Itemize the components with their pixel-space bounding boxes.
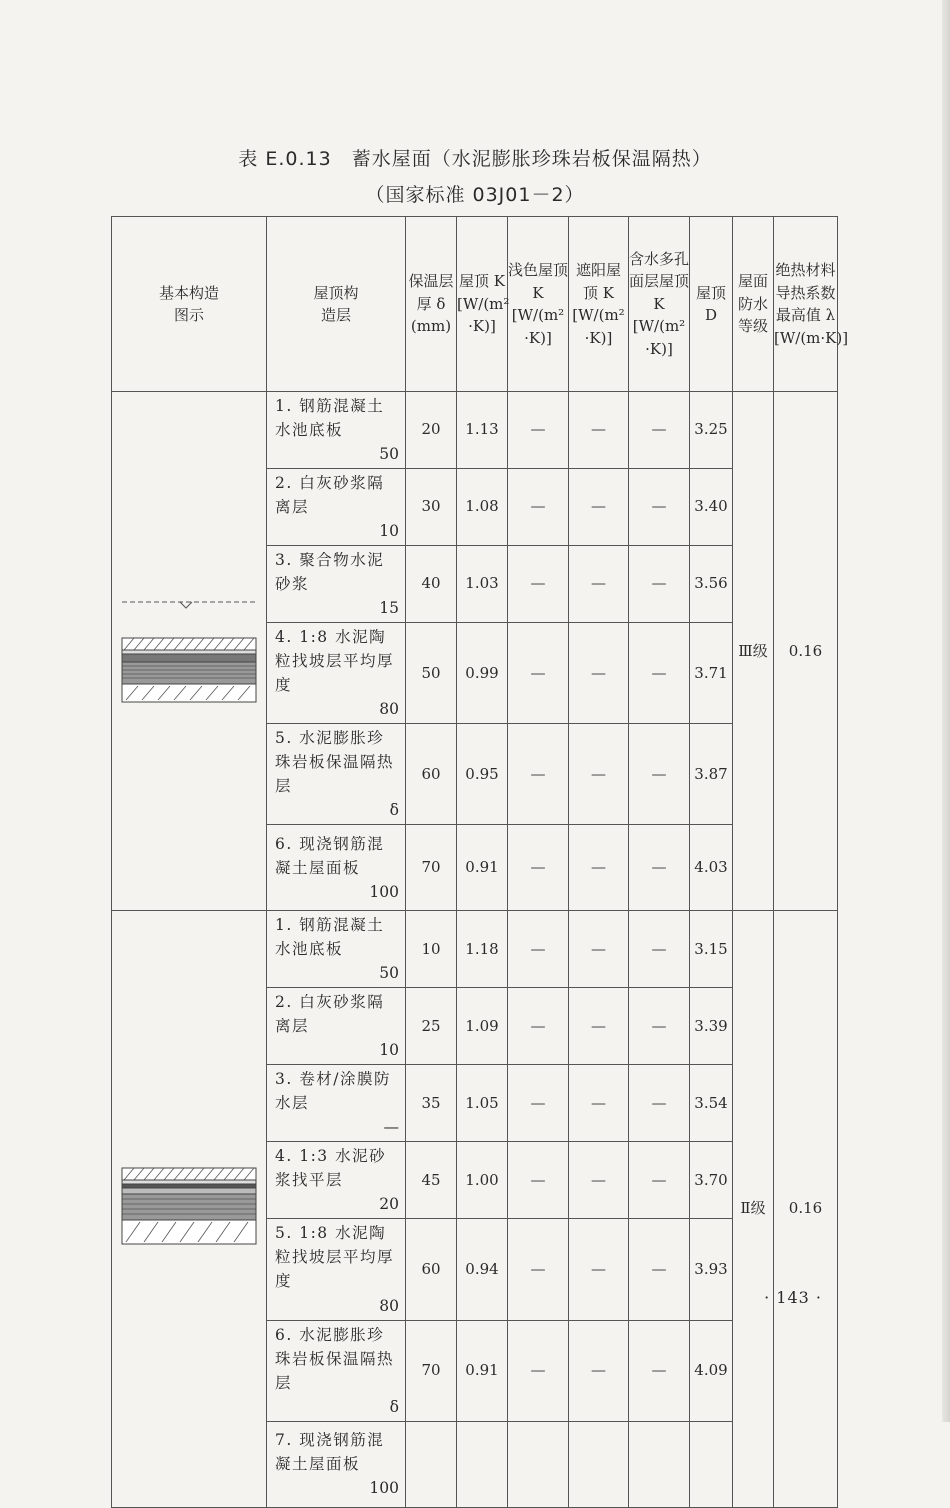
cell-k-porous: — bbox=[629, 724, 690, 825]
cell-k-shade: — bbox=[569, 546, 629, 623]
cell-k-porous: — bbox=[629, 1142, 690, 1219]
cell-k-porous: — bbox=[629, 1320, 690, 1421]
table-name: 蓄水屋面（水泥膨胀珍珠岩板保温隔热） bbox=[351, 148, 712, 170]
cell-k-shade: — bbox=[569, 623, 629, 724]
cell-k-light: — bbox=[508, 1320, 569, 1421]
header-grade: 屋面防水等级 bbox=[733, 217, 774, 392]
cell-k-light: — bbox=[508, 825, 569, 911]
header-row bbox=[112, 217, 838, 392]
layer-thickness: 100 bbox=[369, 882, 399, 901]
layer-cell bbox=[267, 911, 406, 988]
layer-cell bbox=[267, 1065, 406, 1142]
cell-d: 3.15 bbox=[690, 911, 733, 988]
layer-cell bbox=[267, 469, 406, 546]
empty-cell bbox=[690, 1421, 733, 1507]
table-row bbox=[112, 392, 838, 469]
empty-cell bbox=[406, 1421, 457, 1507]
header-k: 屋顶 K [W/(m² ·K)] bbox=[457, 217, 508, 392]
section2-diagram-cell bbox=[112, 911, 267, 1507]
cell-k-shade: — bbox=[569, 1065, 629, 1142]
header-k-porous: 含水多孔面层屋顶 K [W/(m² ·K)] bbox=[629, 217, 690, 392]
layer-text: 1. 钢筋混凝土水池底板 bbox=[275, 397, 385, 440]
cell-k-shade: — bbox=[569, 724, 629, 825]
table-title bbox=[0, 144, 950, 171]
layer-text: 4. 1:8 水泥陶粒找坡层平均厚度 bbox=[275, 628, 395, 695]
cell-d: 4.03 bbox=[690, 825, 733, 911]
cell-lambda: 0.16 bbox=[774, 911, 838, 1507]
cell-thickness: 20 bbox=[406, 392, 457, 469]
layer-text: 5. 水泥膨胀珍珠岩板保温隔热层 bbox=[275, 729, 395, 796]
layer-cell bbox=[267, 724, 406, 825]
cell-d: 3.93 bbox=[690, 1219, 733, 1320]
cell-k-porous: — bbox=[629, 988, 690, 1065]
table-subtitle: （国家标准 03J01－2） bbox=[365, 184, 585, 206]
layer-cell bbox=[267, 546, 406, 623]
cell-k: 1.08 bbox=[457, 469, 508, 546]
cell-k: 0.94 bbox=[457, 1219, 508, 1320]
layer-cell bbox=[267, 1142, 406, 1219]
cell-k: 1.13 bbox=[457, 392, 508, 469]
cell-k: 0.95 bbox=[457, 724, 508, 825]
cell-k-shade: — bbox=[569, 469, 629, 546]
cell-k-shade: — bbox=[569, 392, 629, 469]
layer-cell bbox=[267, 1421, 406, 1507]
empty-cell bbox=[508, 1421, 569, 1507]
cell-d: 3.71 bbox=[690, 623, 733, 724]
layer-thickness: 10 bbox=[379, 522, 399, 541]
cell-k-light: — bbox=[508, 724, 569, 825]
layer-text: 5. 1:8 水泥陶粒找坡层平均厚度 bbox=[275, 1224, 395, 1291]
cell-thickness: 25 bbox=[406, 988, 457, 1065]
cell-d: 3.54 bbox=[690, 1065, 733, 1142]
page-edge-shadow bbox=[942, 0, 950, 1422]
cell-d: 3.56 bbox=[690, 546, 733, 623]
cell-thickness: 60 bbox=[406, 1219, 457, 1320]
page-number: · 143 · bbox=[764, 1288, 822, 1307]
cell-thickness: 10 bbox=[406, 911, 457, 988]
layer-text: 1. 钢筋混凝土水池底板 bbox=[275, 916, 385, 959]
empty-cell bbox=[629, 1421, 690, 1507]
cell-k-shade: — bbox=[569, 911, 629, 988]
cell-k: 1.05 bbox=[457, 1065, 508, 1142]
cell-k-light: — bbox=[508, 1142, 569, 1219]
header-k-shade: 遮阳屋顶 K [W/(m² ·K)] bbox=[569, 217, 629, 392]
layer-cell bbox=[267, 1320, 406, 1421]
layer-text: 6. 水泥膨胀珍珠岩板保温隔热层 bbox=[275, 1325, 395, 1392]
cell-k-light: — bbox=[508, 1065, 569, 1142]
header-diagram: 基本构造图示 bbox=[112, 217, 267, 392]
cell-d: 3.25 bbox=[690, 392, 733, 469]
section1-diagram-cell bbox=[112, 392, 267, 911]
cell-k-porous: — bbox=[629, 1065, 690, 1142]
cell-k: 1.18 bbox=[457, 911, 508, 988]
cell-k-porous: — bbox=[629, 825, 690, 911]
cell-thickness: 30 bbox=[406, 469, 457, 546]
roof-performance-table bbox=[111, 216, 849, 1508]
header-d: 屋顶 D bbox=[690, 217, 733, 392]
layer-cell bbox=[267, 988, 406, 1065]
cell-k: 0.99 bbox=[457, 623, 508, 724]
cell-thickness: 40 bbox=[406, 546, 457, 623]
header-thickness: 保温层厚 δ (mm) bbox=[406, 217, 457, 392]
layer-text: 3. 聚合物水泥砂浆 bbox=[275, 551, 385, 594]
cell-d: 4.09 bbox=[690, 1320, 733, 1421]
cell-k-shade: — bbox=[569, 825, 629, 911]
empty-cell bbox=[457, 1421, 508, 1507]
roof-section-diagram-icon bbox=[118, 596, 260, 706]
layer-thickness: 100 bbox=[369, 1479, 399, 1498]
roof-section-diagram-icon bbox=[118, 1164, 260, 1254]
cell-k-shade: — bbox=[569, 988, 629, 1065]
cell-k: 0.91 bbox=[457, 1320, 508, 1421]
cell-k: 1.09 bbox=[457, 988, 508, 1065]
empty-cell bbox=[569, 1421, 629, 1507]
cell-k-light: — bbox=[508, 392, 569, 469]
header-lambda: 绝热材料导热系数最高值 λ [W/(m·K)] bbox=[774, 217, 838, 392]
cell-grade: Ⅱ级 bbox=[733, 911, 774, 1507]
cell-k-shade: — bbox=[569, 1219, 629, 1320]
layer-thickness: 50 bbox=[379, 964, 399, 983]
cell-lambda: 0.16 bbox=[774, 392, 838, 911]
layer-thickness: 50 bbox=[379, 445, 399, 464]
cell-k: 1.00 bbox=[457, 1142, 508, 1219]
layer-thickness: 80 bbox=[379, 700, 399, 719]
cell-thickness: 45 bbox=[406, 1142, 457, 1219]
cell-k-porous: — bbox=[629, 392, 690, 469]
cell-k-light: — bbox=[508, 1219, 569, 1320]
layer-cell bbox=[267, 623, 406, 724]
cell-k-light: — bbox=[508, 623, 569, 724]
layer-text: 2. 白灰砂浆隔离层 bbox=[275, 993, 385, 1036]
layer-text: 7. 现浇钢筋混凝土屋面板 bbox=[275, 1431, 385, 1474]
header-k-light: 浅色屋顶 K [W/(m² ·K)] bbox=[508, 217, 569, 392]
cell-k-porous: — bbox=[629, 1219, 690, 1320]
cell-thickness: 60 bbox=[406, 724, 457, 825]
cell-k-shade: — bbox=[569, 1320, 629, 1421]
layer-text: 2. 白灰砂浆隔离层 bbox=[275, 474, 385, 517]
cell-k: 1.03 bbox=[457, 546, 508, 623]
layer-thickness: — bbox=[383, 1118, 399, 1137]
layer-thickness: 20 bbox=[379, 1195, 399, 1214]
layer-thickness: 80 bbox=[379, 1296, 399, 1315]
cell-thickness: 70 bbox=[406, 1320, 457, 1421]
layer-text: 6. 现浇钢筋混凝土屋面板 bbox=[275, 834, 385, 877]
cell-thickness: 70 bbox=[406, 825, 457, 911]
cell-k-porous: — bbox=[629, 469, 690, 546]
layer-cell bbox=[267, 392, 406, 469]
layer-cell bbox=[267, 825, 406, 911]
cell-d: 3.70 bbox=[690, 1142, 733, 1219]
layer-thickness: 15 bbox=[379, 599, 399, 618]
cell-d: 3.39 bbox=[690, 988, 733, 1065]
header-layers: 屋顶构造层 bbox=[267, 217, 406, 392]
table-row bbox=[112, 911, 838, 988]
layer-thickness: δ bbox=[389, 1397, 399, 1416]
cell-k-light: — bbox=[508, 911, 569, 988]
layer-text: 3. 卷材/涂膜防水层 bbox=[275, 1070, 391, 1113]
cell-grade: Ⅲ级 bbox=[733, 392, 774, 911]
cell-d: 3.87 bbox=[690, 724, 733, 825]
cell-k: 0.91 bbox=[457, 825, 508, 911]
cell-k-shade: — bbox=[569, 1142, 629, 1219]
layer-thickness: δ bbox=[389, 801, 399, 820]
cell-k-porous: — bbox=[629, 911, 690, 988]
cell-thickness: 50 bbox=[406, 623, 457, 724]
cell-d: 3.40 bbox=[690, 469, 733, 546]
layer-cell bbox=[267, 1219, 406, 1320]
cell-k-porous: — bbox=[629, 546, 690, 623]
layer-text: 4. 1:3 水泥砂浆找平层 bbox=[275, 1147, 387, 1190]
cell-k-light: — bbox=[508, 469, 569, 546]
cell-k-light: — bbox=[508, 988, 569, 1065]
cell-thickness: 35 bbox=[406, 1065, 457, 1142]
table-number: 表 E.0.13 bbox=[238, 148, 332, 170]
layer-thickness: 10 bbox=[379, 1041, 399, 1060]
cell-k-porous: — bbox=[629, 623, 690, 724]
cell-k-light: — bbox=[508, 546, 569, 623]
